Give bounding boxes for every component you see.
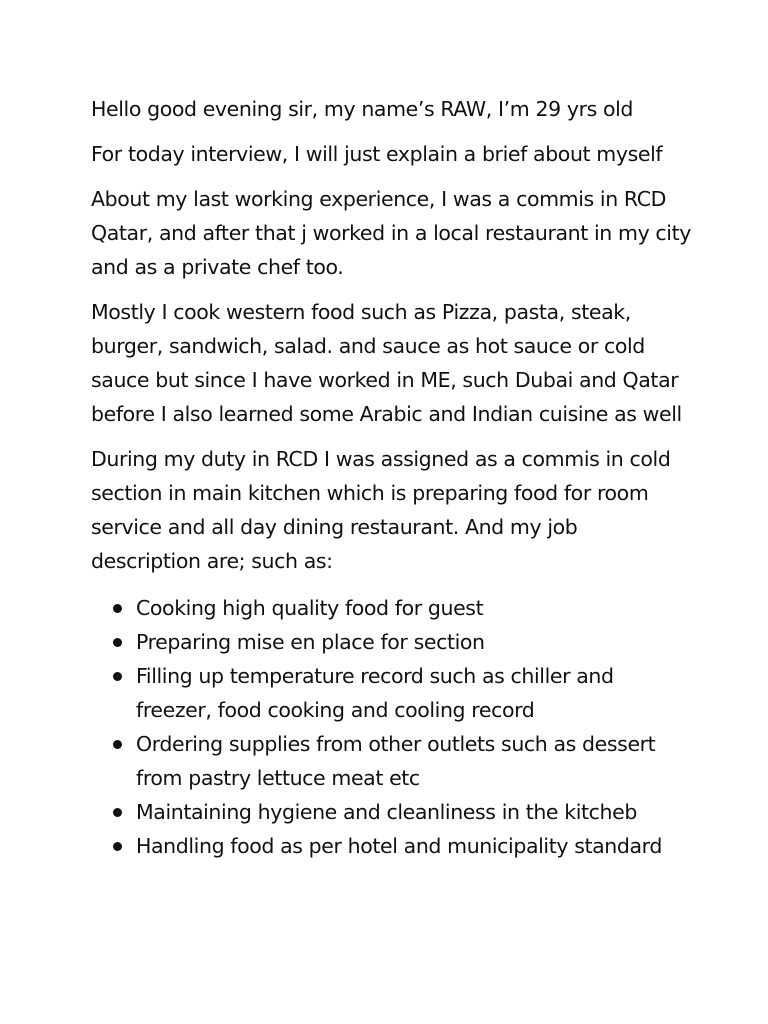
bullet-icon	[113, 740, 122, 749]
list-item	[91, 591, 691, 625]
bullet-icon	[113, 638, 122, 647]
bullet-icon	[113, 842, 122, 851]
greeting-paragraph: Hello good evening sir, my name’s RAW, I’m 29 yrs old	[91, 97, 634, 121]
list-item-text: Filling up temperature record such as chiller and freezer, food cooking and cooling record	[136, 664, 614, 722]
bullet-icon	[113, 808, 122, 817]
experience-paragraph: About my last working experience, I was a commis in RCD Qatar, and after that j worked in a local restaurant in my city and as a private chef too.	[91, 187, 691, 279]
bullet-icon	[113, 672, 122, 681]
list-item-text: Preparing mise en place for section	[136, 630, 485, 654]
cuisine-paragraph: Mostly I cook western food such as Pizza, pasta, steak, burger, sandwich, salad. and sauce as hot sauce or cold sauce but since I have worked in ME, such Dubai and Qatar before I also learned some Arabic and Indian cuisine as well	[91, 300, 682, 426]
intro-paragraph: For today interview, I will just explain a brief about myself	[91, 142, 663, 166]
list-item	[91, 625, 691, 659]
list-item-text: Ordering supplies from other outlets such as dessert from pastry lettuce meat etc	[136, 732, 656, 790]
bullet-icon	[113, 604, 122, 613]
list-item-text: Cooking high quality food for guest	[136, 596, 484, 620]
document-body	[91, 92, 691, 861]
duty-paragraph: During my duty in RCD I was assigned as a commis in cold section in main kitchen which is preparing food for room service and all day dining restaurant. And my job description are; such as:	[91, 447, 671, 573]
list-item	[91, 795, 691, 829]
job-description-list	[91, 591, 691, 863]
list-item-text: Handling food as per hotel and municipality standard	[136, 834, 662, 858]
list-item	[91, 659, 691, 727]
list-item-text: Maintaining hygiene and cleanliness in the kitcheb	[136, 800, 637, 824]
list-item	[91, 727, 691, 795]
list-item	[91, 829, 691, 863]
